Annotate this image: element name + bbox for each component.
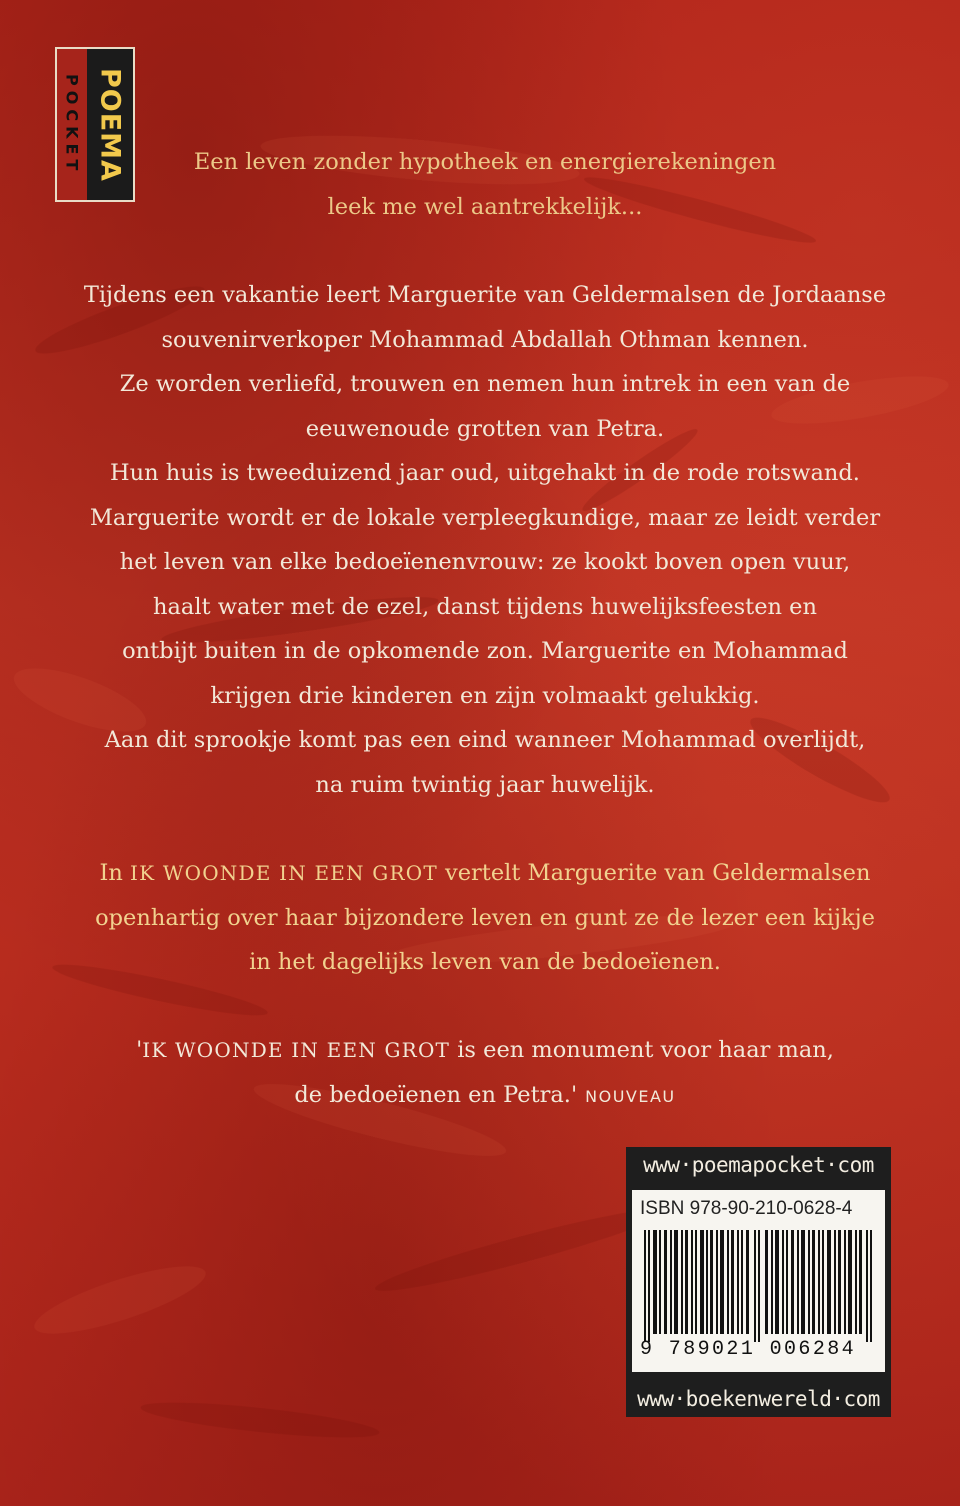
blurb-line: Tijdens een vakantie leert Marguerite van Geldermalsen de Jordaanse xyxy=(83,282,887,308)
blurb-line: het leven van elke bedoeïenenvrouw: ze kookt boven open vuur, xyxy=(119,549,851,575)
blurb-line: Ze worden verliefd, trouwen en nemen hun intrek in een van de xyxy=(119,371,851,397)
blurb xyxy=(40,273,930,807)
logo-pocket-text: POCKET xyxy=(62,73,82,176)
summary-prefix: In xyxy=(99,860,131,886)
barcode-box xyxy=(632,1190,885,1372)
open-quote: ' xyxy=(136,1037,143,1063)
review-quote xyxy=(40,1028,930,1119)
summary-line: openhartig over haar bijzondere leven en gunt ze de lezer een kijkje xyxy=(95,904,875,931)
summary-line xyxy=(40,851,930,896)
blurb-line: krijgen drie kinderen en zijn volmaakt gelukkig. xyxy=(210,682,760,709)
retailer-url: www·boekenwereld·com xyxy=(637,1387,880,1411)
summary xyxy=(40,851,930,985)
blurb-line: haalt water met de ezel, danst tijdens huwelijksfeesten en xyxy=(153,593,817,620)
tagline xyxy=(40,140,930,229)
barcode-panel xyxy=(626,1147,891,1417)
summary-line: in het dagelijks leven van de bedoeïenen. xyxy=(249,949,721,975)
book-title: IK WOONDE IN EEN GROT xyxy=(130,861,438,885)
barcode-digits: 9 789021 006284 xyxy=(640,1338,857,1361)
book-title: IK WOONDE IN EEN GROT xyxy=(142,1038,451,1062)
blurb-line: Marguerite wordt er de lokale verpleegkundige, maar ze leidt verder xyxy=(89,504,881,531)
blurb-line: Aan dit sprookje komt pas een eind wanneer Mohammad overlijdt, xyxy=(104,727,866,753)
blurb-line: na ruim twintig jaar huwelijk. xyxy=(315,771,655,798)
logo-poema-text: POEMA xyxy=(94,67,126,182)
quote-line xyxy=(40,1028,930,1073)
tagline-line: leek me wel aantrekkelijk... xyxy=(327,193,643,220)
blurb-line: Hun huis is tweeduizend jaar oud, uitgehakt in de rode rotswand. xyxy=(110,460,860,486)
quote-line xyxy=(40,1073,930,1120)
barcode-bars xyxy=(644,1230,873,1342)
tagline-line: Een leven zonder hypotheek en energierekeningen xyxy=(193,149,777,175)
publisher-url: www·poemapocket·com xyxy=(643,1153,874,1177)
quote-text: de bedoeïenen en Petra.' xyxy=(294,1081,578,1108)
summary-suffix: vertelt Marguerite van Geldermalsen xyxy=(437,860,871,886)
blurb-line: souvenirverkoper Mohammad Abdallah Othman kennen. xyxy=(161,326,809,353)
quote-source: NOUVEAU xyxy=(585,1086,676,1106)
quote-suffix: is een monument voor haar man, xyxy=(450,1037,834,1063)
blurb-line: eeuwenoude grotten van Petra. xyxy=(305,415,665,442)
blurb-line: ontbijt buiten in de opkomende zon. Marguerite en Mohammad xyxy=(122,638,848,664)
isbn-text: ISBN 978-90-210-0628-4 xyxy=(640,1198,853,1219)
